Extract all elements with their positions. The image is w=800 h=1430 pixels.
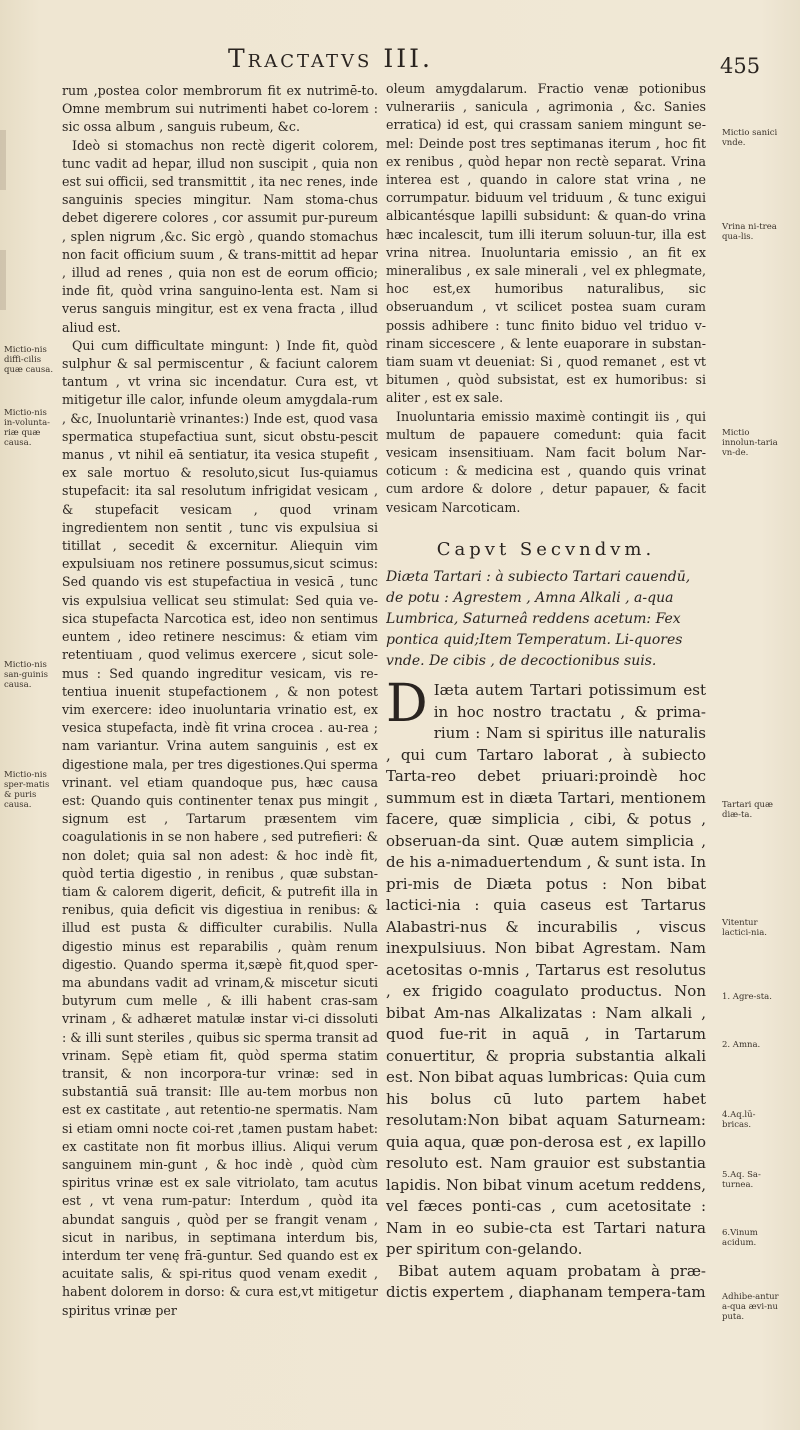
- chapter-summary: Diæta Tartari : à subiecto Tartari cauendū, de potu : Agrestem , Amna Alkali , a-qua Lumbrica, Saturneâ reddens acetum: Fex pontica quid;Item Temperatum. Li-quores vnde. De cibis , de decoctionibus suis.: [386, 569, 691, 670]
- body-paragraph: rum ,postea color membrorum fit ex nutrimē-to. Omne membrum sui nutrimenti habet co-lorem : sic ossa album , sanguis rubeum, &c.: [62, 83, 378, 135]
- margin-note: Mictio-nis sper-matis & puris causa.: [4, 770, 50, 810]
- margin-note: 6.Vinum acidum.: [722, 1228, 758, 1248]
- drop-cap: D: [386, 674, 428, 735]
- closing-paragraph: Bibat autem aquam probatam à præ-dictis expertem , diaphanam tempera-tam: [386, 1261, 706, 1302]
- body-paragraph: Qui cum difficultate mingunt: ) Inde fit, quòd sulphur & sal permiscentur , & faciunt calorem tantum , vt vrina sic incendatur. Cura est, vt mitigetur ille calor, infunde oleum amygdala-rum , &c, Inuoluntariè vrinantes:) Inde est, quod vasa spermatica stupefactiua sunt, sicut obstu-pescit manus , vt nihil eā sentiatur, ita vesica stupefit , ex sale mortuo & resoluto,sicut Ius-quiamus stupefacit: ita sal resolutum infrigidat vesicam , & stupefacit vesicam , quod vrinam ingredientem non sentit , tunc vis expulsiua si titillat , secedit & excernitur. Aliequin vim expulsiuam nos retinere possumus,sicut scimus: Sed quando vis est stupefactiua in vesicā , tunc vis expulsiua vellicat seu stimulat: Sed quia ve-sica stupefacta Narcotica est, ideo non sentimus euntem , ideo retinere nescimus: & etiam vim retentiuam , quod velimus exercere , sicut sole-mus : Sed quando ingreditur vesicam, vis re-tentiua inuenit stupefactionem , & non potest vim exercere: ideo inuoluntaria vrinatio est, ex vesica stupefacta, indè fit vrina crocea . au-rea ; nam variantur. Vrina autem sanguinis , est ex digestione mala, per tres digestiones.Qui sperma vrinant. vel etiam quandoque pus, hæc causa est: Quando quis continenter tenax pus mingit , signum est , Tartarum præsentem vim coagulationis in se non habere , sed putrefieri: & non dolet; quia sal non adest: & hoc indè fit, quòd tertia digestio , in renibus , quæ substan-tiam & calorem digerit, deficit, & putrefit illa in renibus, quia deficit vis digestiua in renibus: & illud est pusta & difficulter curabilis. Nulla digestio minus est reparabilis , quàm renum digestio. Quando sperma it,sæpè fit,quod sper-ma abundans vadit ad vrinam,& miscetur sicuti butyrum cum melle , & illi habent cras-sam vrinam , & adhæret matulæ instar vi-ci dissoluti : & illi sunt steriles , quibus sic sperma transit ad vrinam. Sępè etiam fit, quòd sperma statim transit, & non incorpora-tur vrinæ: sed in substantiā suā transit: Ille au-tem morbus non est ex castitate , aut retentio-ne spermatis. Nam si etiam omni nocte coi-ret ,tamen pustam habet: ex castitate non fit morbus illius. Aliqui verum sanguinem min-gunt , & hoc indè , quòd cùm spiritus vrinæ est ex sale vitriolato, tam acutus est , vt vena rum-patur: Interdum , quòd ita abundat sanguis , quòd per se frangit venam , sicut in naribus, in septimana interdum bis, interdum ter venę frā-guntur. Sed quando est ex acuitate salis, & spi-ritus quod venam exedit , habent dolorem in dorso: & cura est,vt mitigetur spiritus vrinæ per: [62, 337, 378, 1318]
- body-paragraph: oleum amygdalarum. Fractio venæ potionibus vulnerariis , sanicula , agrimonia , &c. Sanies erratica) id est, qui crassam saniem mingunt se-mel: Deinde post tres septimanas iterum , hoc fit ex renibus , quòd hepar non rectè separat. Vrina interea est , quando in calore stat vrina , ne corrumpatur. biduum vel triduum , & tunc exigui albicantésque lapilli subsidunt: & quan-do vrina hæc incalescit, tum illi iterum soluun-tur, illa est vrina nitrea. Inuoluntaria emissio , an fit ex mineralibus , ex sale minerali , vel ex phlegmate, hoc est,ex humoribus naturalibus, sic obseruandum , vt scilicet postea suam curam possis adhibere : tunc finito biduo vel triduo v-rinam siccescere , & lente euaporare in substan-tiam suam vt deueniat: Si , quod remanet , est vt bitumen , quòd subsistat, est ex humoribus: si aliter , est ex sale.: [386, 81, 706, 406]
- margin-note: Vitentur lactici-nia.: [722, 918, 767, 938]
- margin-note: Mictio-nis san-guinis causa.: [4, 660, 48, 690]
- running-header: [0, 44, 800, 84]
- margin-note: Mictio-nis diffi-cilis quæ causa.: [4, 345, 54, 375]
- margin-note: Tartari quæ diæ-ta.: [722, 800, 774, 820]
- margin-note: Vrina ni-trea qua-lis.: [722, 222, 777, 242]
- page-number: 455: [720, 54, 761, 78]
- margin-note: Mictio innolun-taria vn-de.: [722, 428, 778, 458]
- body-paragraph: Ideò si stomachus non rectè digerit colorem, tunc vadit ad hepar, illud non suscipit , quia non est sui officii, sed transmittit , ita nec renes, inde sanguinis species mingitur. Nam stoma-chus debet digerere colores , cor assumit pur-pureum , splen nigrum ,&c. Sic ergò , quando stomachus non facit officium suum , & trans-mittit ad hepar , illud ad renes , quia non est de eorum officio; inde fit, quòd vrina sanguino-lenta est. Nam si verus sanguis mingitur, est ex vena fracta , illud aliud est.: [62, 137, 378, 335]
- margin-note: 2. Amna.: [722, 1040, 761, 1050]
- diaeta-text: Iæta autem Tartari potissimum est in hoc nostro tractatu , & prima-rium : Nam si spiritus ille naturalis , qui cum Tartaro laborat , à subiecto Tarta-reo debet priuari:proindè hoc summum est in diæta Tartari, mentionem facere, quæ simplicia , cibi, & potus , obseruan-da sint. Quæ autem simplicia , de his a-nimaduertendum , & sunt ista. In pri-mis de Diæta potus : Non bibat lactici-nia : quia caseus est Tartarus Alabastri-nus & incurabilis , viscus inexpulsiuus. Non bibat Agrestam. Nam acetositas o-mnis , Tartarus est resolutus , ex frigido coagulato productus. Non bibat Am-nas Alkalizatas : Nam alkali , quod fue-rit in aquā , in Tartarum conuertitur, & propria substantia alkali est. Non bibat aquas lumbricas: Quia cum his bolus cū luto partem habet resolutam:Non bibat aquam Saturneam: quia aqua, quæ pon-derosa est , ex lapillo resoluto est. Nam grauior est substantia lapidis. Non bibat vinum acetum reddens, vel fæces ponti-cas , cum acetositate : Nam in eo subie-cta est Tartari natura per spiritum con-gelando.: [386, 681, 706, 1259]
- left-text-column: [62, 82, 378, 1422]
- margin-note: 5.Aq. Sa-turnea.: [722, 1170, 761, 1190]
- diaeta-paragraph: [386, 674, 706, 1261]
- margin-note: Mictio sanici vnde.: [722, 128, 778, 148]
- left-marginalia: [0, 0, 56, 1430]
- right-marginalia: [722, 0, 794, 1430]
- body-paragraph: Inuoluntaria emissio maximè contingit iis , qui multum de papauere comedunt: quia facit vesicam insensitiuam. Nam facit bolum Nar-coticum : & medicina est , quando quis vrinat cum ardore & dolore , detur papauer, & facit vesicam Narcoticam.: [386, 408, 706, 515]
- margin-note: Adhibe-antur a-qua ævi-nu puta.: [722, 1292, 779, 1322]
- margin-note: 1. Agre-sta.: [722, 992, 772, 1002]
- chapter-heading: Capvt Secvndvm.: [436, 538, 656, 560]
- right-text-column: [386, 80, 706, 1420]
- margin-note: Mictio-nis in-volunta-riæ quæ causa.: [4, 408, 51, 448]
- running-title: Tractatvs III.: [228, 44, 433, 73]
- margin-note: 4.Aq.lū-bricas.: [722, 1110, 756, 1130]
